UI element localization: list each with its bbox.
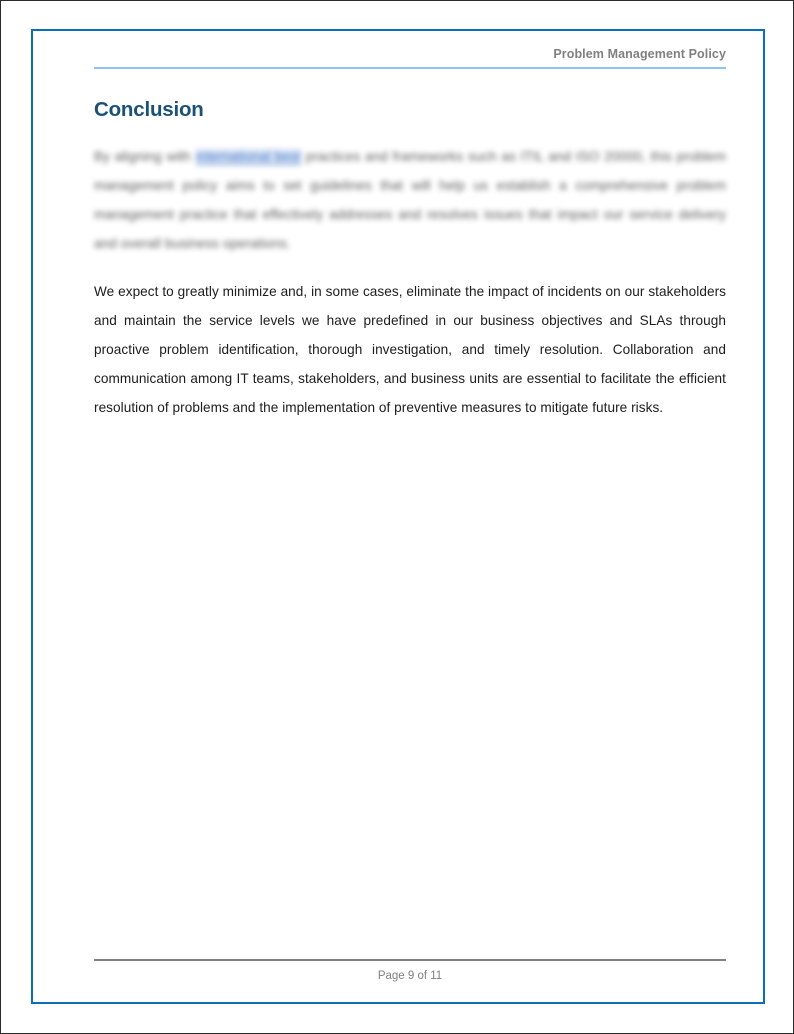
page-number-label: Page 9 of 11 xyxy=(377,970,443,982)
international-best-practices-link[interactable]: international best xyxy=(195,149,301,164)
document-header-title: Problem Management Policy xyxy=(553,47,726,61)
document-footer xyxy=(94,959,726,983)
redacted-text-after-link: practices and frameworks such as ITIL and ISO 20000, this problem management policy aims to set guidelines that will help us establish a comprehensive problem management practice that effectively addresses and resolves issues that impact our service delivery and overall business operations. xyxy=(94,149,726,251)
conclusion-paragraph: We expect to greatly minimize and, in some cases, eliminate the impact of incidents on our stakeholders and maintain the service levels we have predefined in our business objectives and SLAs through proactive problem identification, thorough investigation, and timely resolution. Collaboration and communication among IT teams, stakeholders, and business units are essential to facilitate the efficient resolution of problems and the implementation of preventive measures to mitigate future risks. xyxy=(94,284,726,415)
redacted-text-before-link: By aligning with xyxy=(94,149,196,164)
redacted-paragraph xyxy=(94,142,726,258)
page-border-frame xyxy=(31,29,765,1004)
page-title: Conclusion xyxy=(94,98,204,121)
header-divider-rule xyxy=(94,67,726,69)
footer-divider-rule xyxy=(94,959,726,961)
page-content-area xyxy=(94,45,726,436)
